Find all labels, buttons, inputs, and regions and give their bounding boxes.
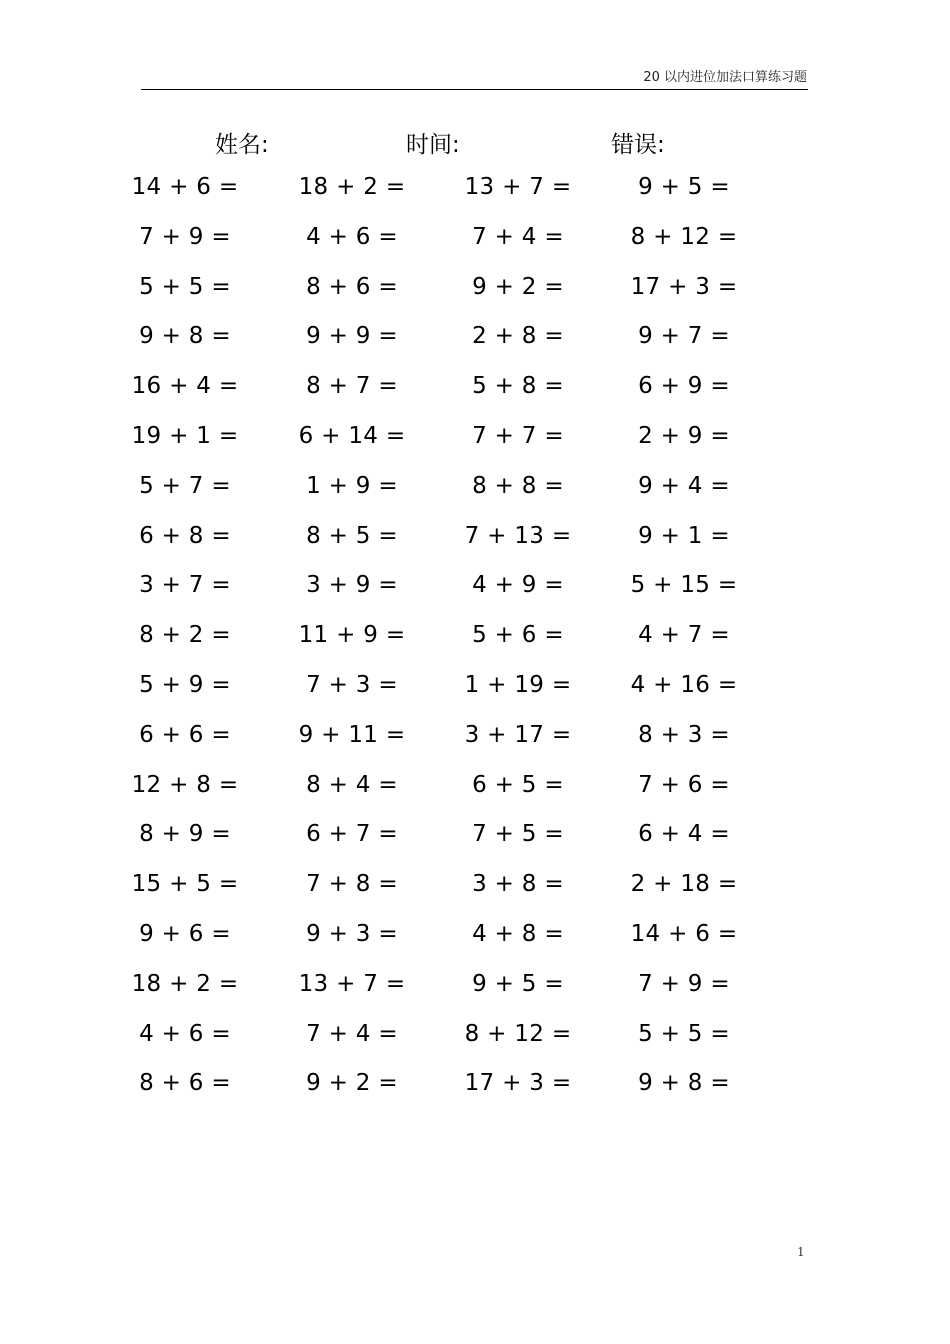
- problem-item: 4 + 6 =: [306, 223, 398, 250]
- problem-item: 7 + 7 =: [472, 422, 564, 449]
- problem-item: 7 + 9 =: [139, 223, 231, 250]
- problem-item: 15 + 5 =: [131, 871, 239, 898]
- problem-row: [0, 166, 950, 216]
- problem-item: 4 + 16 =: [630, 671, 738, 698]
- problem-item: 8 + 5 =: [306, 522, 398, 549]
- problem-item: 7 + 3 =: [306, 671, 398, 698]
- problem-row: [0, 315, 950, 365]
- header-title: 20 以内进位加法口算练习题: [643, 70, 807, 85]
- problem-row: [0, 415, 950, 465]
- problem-item: 6 + 8 =: [139, 522, 231, 549]
- problem-item: 7 + 5 =: [472, 821, 564, 848]
- problem-row: [0, 664, 950, 714]
- problem-item: 17 + 3 =: [464, 1070, 572, 1097]
- problem-item: 9 + 8 =: [139, 323, 231, 350]
- problem-item: 9 + 5 =: [472, 970, 564, 997]
- name-label: 姓名:: [215, 132, 269, 158]
- problem-item: 2 + 9 =: [638, 422, 730, 449]
- problem-row: [0, 913, 950, 963]
- problem-item: 8 + 3 =: [638, 721, 730, 748]
- problem-item: 8 + 8 =: [472, 472, 564, 499]
- problem-row: [0, 515, 950, 565]
- problem-item: 16 + 4 =: [131, 373, 239, 400]
- problem-item: 9 + 6 =: [139, 920, 231, 947]
- problem-row: [0, 564, 950, 614]
- problem-row: [0, 764, 950, 814]
- problem-item: 7 + 6 =: [638, 771, 730, 798]
- problem-item: 9 + 1 =: [638, 522, 730, 549]
- problem-item: 8 + 7 =: [306, 373, 398, 400]
- problem-item: 6 + 4 =: [638, 821, 730, 848]
- problem-item: 6 + 5 =: [472, 771, 564, 798]
- problem-item: 1 + 9 =: [306, 472, 398, 499]
- page-number: 1: [797, 1245, 805, 1259]
- problem-item: 5 + 8 =: [472, 373, 564, 400]
- problem-item: 18 + 2 =: [131, 970, 239, 997]
- problem-row: [0, 465, 950, 515]
- problem-item: 6 + 7 =: [306, 821, 398, 848]
- problem-item: 8 + 4 =: [306, 771, 398, 798]
- problem-item: 7 + 9 =: [638, 970, 730, 997]
- problem-item: 12 + 8 =: [131, 771, 239, 798]
- problem-item: 7 + 8 =: [306, 871, 398, 898]
- problem-item: 2 + 8 =: [472, 323, 564, 350]
- errors-label: 错误:: [611, 132, 665, 158]
- problem-item: 4 + 7 =: [638, 622, 730, 649]
- problem-item: 1 + 19 =: [464, 671, 572, 698]
- problem-item: 13 + 7 =: [298, 970, 406, 997]
- problem-item: 3 + 9 =: [306, 572, 398, 599]
- problem-row: [0, 813, 950, 863]
- problem-item: 8 + 12 =: [630, 223, 738, 250]
- problem-item: 11 + 9 =: [298, 622, 406, 649]
- problem-item: 3 + 17 =: [464, 721, 572, 748]
- problem-item: 3 + 7 =: [139, 572, 231, 599]
- problem-row: [0, 1013, 950, 1063]
- problem-item: 6 + 9 =: [638, 373, 730, 400]
- problem-item: 5 + 9 =: [139, 671, 231, 698]
- problem-item: 5 + 5 =: [638, 1020, 730, 1047]
- problem-item: 8 + 12 =: [464, 1020, 572, 1047]
- problem-item: 9 + 7 =: [638, 323, 730, 350]
- problem-item: 5 + 5 =: [139, 273, 231, 300]
- problem-item: 9 + 11 =: [298, 721, 406, 748]
- problem-row: [0, 216, 950, 266]
- problem-item: 14 + 6 =: [630, 920, 738, 947]
- problem-item: 2 + 18 =: [630, 871, 738, 898]
- problem-item: 6 + 6 =: [139, 721, 231, 748]
- problem-item: 14 + 6 =: [131, 174, 239, 200]
- problem-item: 4 + 9 =: [472, 572, 564, 599]
- problem-item: 9 + 3 =: [306, 920, 398, 947]
- problem-item: 4 + 6 =: [139, 1020, 231, 1047]
- problem-item: 9 + 8 =: [638, 1070, 730, 1097]
- problem-row: [0, 614, 950, 664]
- problem-row: [0, 714, 950, 764]
- problem-row: [0, 863, 950, 913]
- problem-item: 8 + 2 =: [139, 622, 231, 649]
- problem-item: 8 + 6 =: [139, 1070, 231, 1097]
- problem-item: 7 + 4 =: [472, 223, 564, 250]
- problem-item: 18 + 2 =: [298, 174, 406, 200]
- problem-item: 9 + 5 =: [638, 174, 730, 200]
- problem-item: 3 + 8 =: [472, 871, 564, 898]
- problem-item: 9 + 4 =: [638, 472, 730, 499]
- problem-item: 17 + 3 =: [630, 273, 738, 300]
- problem-row: [0, 266, 950, 316]
- problem-item: 7 + 4 =: [306, 1020, 398, 1047]
- problem-row: [0, 1062, 950, 1112]
- header-rule: [141, 89, 808, 90]
- problem-item: 13 + 7 =: [464, 174, 572, 200]
- problem-row: [0, 365, 950, 415]
- problem-grid: [0, 166, 950, 1112]
- problem-item: 8 + 9 =: [139, 821, 231, 848]
- problem-item: 7 + 13 =: [464, 522, 572, 549]
- problem-item: 9 + 2 =: [472, 273, 564, 300]
- problem-item: 9 + 2 =: [306, 1070, 398, 1097]
- problem-item: 4 + 8 =: [472, 920, 564, 947]
- problem-item: 19 + 1 =: [131, 422, 239, 449]
- problem-item: 9 + 9 =: [306, 323, 398, 350]
- time-label: 时间:: [406, 132, 460, 158]
- problem-item: 5 + 15 =: [630, 572, 738, 599]
- problem-item: 6 + 14 =: [298, 422, 406, 449]
- problem-row: [0, 963, 950, 1013]
- problem-item: 8 + 6 =: [306, 273, 398, 300]
- problem-item: 5 + 7 =: [139, 472, 231, 499]
- problem-item: 5 + 6 =: [472, 622, 564, 649]
